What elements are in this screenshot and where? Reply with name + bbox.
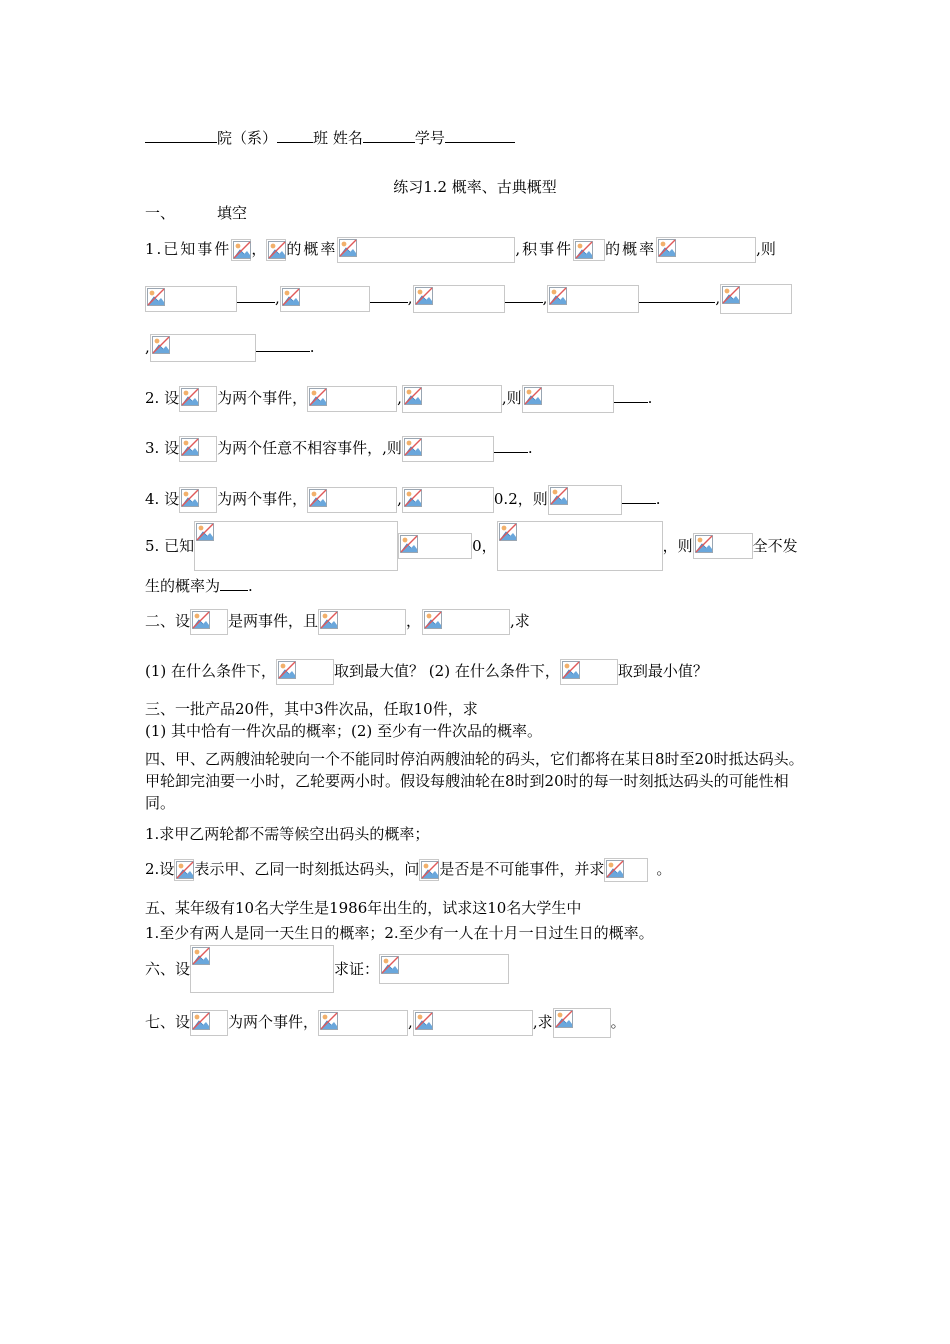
q1-comma: , [145,338,150,356]
formula-image [280,286,370,312]
question-3 [145,436,533,462]
section1-title: 填空 [217,204,248,222]
answer-blank[interactable] [220,576,248,591]
question-2 [145,385,652,413]
answer-blank[interactable] [494,438,528,453]
broken-image-icon [192,611,210,629]
question-1-line2 [145,284,792,314]
class-label: 班 [313,129,329,147]
broken-image-icon [192,947,210,965]
name-label: 姓名 [332,129,363,147]
question-1-line1 [145,237,776,263]
broken-image-icon [233,241,251,259]
section4-q1: 1.求甲乙两轮都不需等候空出码头的概率； [145,825,430,843]
formula-image [379,954,509,984]
section5-line2: 1.至少有两人是同一天生日的概率；2.至少有一人在十月一日过生日的概率。 [145,924,654,942]
section6-text: 六、设 [145,960,191,978]
formula-image [522,385,614,413]
section7-text: 为两个事件， [228,1013,319,1031]
formula-image [337,237,515,263]
page-title: 练习1.2 概率、古典概型 [393,178,557,196]
broken-image-icon [421,861,439,879]
q5-text: 0， [472,537,497,555]
q5-text: 5. 已知 [145,537,195,555]
broken-image-icon [268,241,286,259]
formula-image [194,521,398,571]
q2-comma: , [397,389,402,407]
formula-image [548,485,622,515]
broken-image-icon [181,489,199,507]
section4-text: 是否是不可能事件，并求 [439,860,605,878]
formula-image [573,239,605,261]
answer-blank[interactable] [639,288,715,303]
formula-image [231,239,251,261]
formula-image [179,436,217,462]
formula-image [276,659,334,685]
formula-image [174,859,194,881]
formula-image [179,487,217,513]
q1-text: 1.已知事件 [145,240,232,258]
section4-q2 [145,858,671,882]
broken-image-icon [320,1012,338,1030]
q1-text: ,积事件 [515,240,574,258]
section6-text: 求证： [334,960,380,978]
section1-number: 一、 [145,204,176,222]
formula-image [604,858,648,882]
formula-image [560,659,618,685]
broken-image-icon [424,611,442,629]
broken-image-icon [562,661,580,679]
broken-image-icon [575,241,593,259]
q2-text: 为两个事件， [217,389,308,407]
formula-image [547,285,639,313]
q5-end: . [248,577,253,595]
section7-text: , [408,1013,413,1031]
broken-image-icon [550,487,568,505]
q2-text: 2. 设 [145,389,180,407]
formula-image [402,436,494,462]
broken-image-icon [524,387,542,405]
answer-blank[interactable] [256,337,310,352]
answer-blank[interactable] [237,288,275,303]
section2-line1 [145,609,530,635]
broken-image-icon [400,535,418,553]
section2-text: 是两事件，且 [228,612,319,630]
q1-end: . [309,338,315,356]
q1-text: 的概率 [286,240,338,258]
q2-text: ,则 [501,389,522,407]
q1-comma: , [275,289,280,307]
section7-line [145,1008,626,1038]
broken-image-icon [309,388,327,406]
section4-paragraph: 四、甲、乙两艘油轮驶向一个不能同时停泊两艘油轮的码头，它们都将在某日8时至20时抵达码头。甲轮卸完油要一小时，乙轮要两小时。假设每艘油轮在8时到20时的每一时刻抵达码头的可能性相同。 [145,750,804,812]
question-5-line2 [145,576,253,596]
broken-image-icon [415,1012,433,1030]
student-id-label: 学号 [414,129,445,147]
section4-text: 表示甲、乙同一时刻抵达码头，问 [194,860,420,878]
section3-line1: 三、一批产品20件，其中3件次品，任取10件，求 [145,700,478,718]
q4-text: 0.2，则 [493,490,548,508]
broken-image-icon [181,438,199,456]
section1-heading [145,203,247,223]
section7-end: 。 [610,1013,626,1031]
formula-image [693,533,753,559]
name-blank[interactable] [363,128,415,143]
header-line [145,128,515,148]
section6-line [145,945,509,993]
broken-image-icon [152,336,170,354]
formula-image [318,609,406,635]
formula-image [190,1010,228,1036]
formula-image [307,487,397,513]
broken-image-icon [658,239,676,257]
section2-text: 二、设 [145,612,191,630]
broken-image-icon [415,287,433,305]
broken-image-icon [606,860,624,878]
broken-image-icon [549,287,567,305]
formula-image [402,487,494,513]
section2-text: ,求 [510,612,530,630]
section2-line2 [145,659,708,685]
broken-image-icon [309,489,327,507]
broken-image-icon [320,611,338,629]
broken-image-icon [181,388,199,406]
formula-image [145,286,237,312]
answer-blank[interactable] [505,288,543,303]
student-id-blank[interactable] [445,128,515,143]
formula-image [318,1010,408,1036]
q1-text: 的概率 [605,240,657,258]
q5-text: 生的概率为 [145,577,221,595]
answer-blank[interactable] [370,288,408,303]
broken-image-icon [278,661,296,679]
formula-image [150,334,256,362]
q4-end: . [655,490,661,508]
question-4 [145,485,661,515]
q1-text: ,则 [756,240,776,258]
answer-blank[interactable] [622,489,656,504]
q1-comma: , [542,289,548,307]
broken-image-icon [722,286,740,304]
broken-image-icon [695,535,713,553]
section2-text: (1) 在什么条件下， [145,662,277,680]
formula-image [656,237,756,263]
broken-image-icon [282,288,300,306]
formula-image [419,859,439,881]
q3-text: 为两个任意不相容事件，,则 [217,439,402,457]
formula-image [179,386,217,412]
formula-image [402,385,502,413]
section5-line1: 五、某年级有10名大学生是1986年出生的，试求这10名大学生中 [145,899,582,917]
section4-text: 。 [656,860,672,878]
formula-image [190,609,228,635]
section7-text: 七、设 [145,1013,191,1031]
formula-image [413,285,505,313]
q3-text: 3. 设 [145,439,180,457]
formula-image [422,609,510,635]
broken-image-icon [192,1012,210,1030]
section7-text: ,求 [532,1013,553,1031]
q1-comma: , [407,289,413,307]
broken-image-icon [381,956,399,974]
q4-text: 4. 设 [145,490,180,508]
question-1-line3 [145,334,315,362]
broken-image-icon [404,489,422,507]
q2-end: . [647,389,653,407]
formula-image [553,1008,611,1038]
broken-image-icon [499,523,517,541]
q3-end: . [527,439,533,457]
q4-comma: , [397,490,402,508]
q1-sep: ， [251,240,267,258]
broken-image-icon [339,239,357,257]
formula-image [190,945,334,993]
section3-line2: (1) 其中恰有一件次品的概率；(2) 至少有一件次品的概率。 [145,722,543,740]
broken-image-icon [196,523,214,541]
answer-blank[interactable] [614,388,648,403]
q1-comma: , [715,289,721,307]
class-blank[interactable] [277,128,313,143]
broken-image-icon [147,288,165,306]
broken-image-icon [404,387,422,405]
q5-text: ，则 [662,537,693,555]
q5-text: 全不发 [752,537,798,555]
formula-image [307,386,397,412]
section2-text: 取到最小值？ [617,662,708,680]
broken-image-icon [176,861,194,879]
broken-image-icon [404,438,422,456]
question-5-line1 [145,521,798,571]
formula-image [497,521,663,571]
section2-text: ， [406,612,422,630]
formula-image [266,239,286,261]
q4-text: 为两个事件， [217,490,308,508]
broken-image-icon [555,1010,573,1028]
formula-image [413,1010,533,1036]
formula-image [720,284,792,314]
dept-label: 院（系） [217,129,278,147]
section4-text: 2.设 [145,860,175,878]
dept-blank[interactable] [145,128,217,143]
formula-image [398,533,472,559]
section2-text: 取到最大值？ (2) 在什么条件下， [334,662,560,680]
